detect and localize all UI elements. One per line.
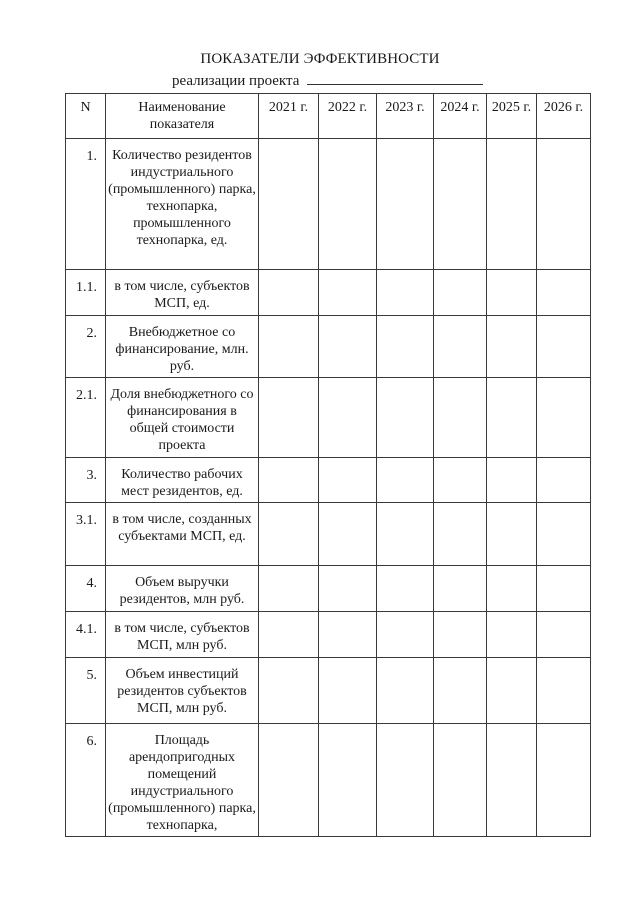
- value-cell[interactable]: [434, 724, 487, 837]
- value-cell[interactable]: [537, 503, 591, 566]
- header-name: Наименование показателя: [106, 94, 259, 139]
- header-year-2021: 2021 г.: [259, 94, 319, 139]
- row-number: 1.: [66, 139, 106, 270]
- value-cell[interactable]: [377, 270, 434, 316]
- value-cell[interactable]: [434, 458, 487, 503]
- row-indicator-name: Внебюджетное со финансирование, млн. руб.: [106, 316, 259, 378]
- row-indicator-name: в том числе, созданных субъектами МСП, ед.: [106, 503, 259, 566]
- value-cell[interactable]: [259, 658, 319, 724]
- value-cell[interactable]: [487, 724, 537, 837]
- row-number: 6.: [66, 724, 106, 837]
- value-cell[interactable]: [259, 270, 319, 316]
- value-cell[interactable]: [319, 458, 377, 503]
- value-cell[interactable]: [487, 503, 537, 566]
- value-cell[interactable]: [377, 503, 434, 566]
- value-cell[interactable]: [434, 316, 487, 378]
- value-cell[interactable]: [319, 139, 377, 270]
- value-cell[interactable]: [319, 503, 377, 566]
- header-number: N: [66, 94, 106, 139]
- row-number: 3.1.: [66, 503, 106, 566]
- value-cell[interactable]: [377, 658, 434, 724]
- header-row: [66, 94, 591, 139]
- value-cell[interactable]: [487, 378, 537, 458]
- table-row: [66, 458, 591, 503]
- value-cell[interactable]: [319, 316, 377, 378]
- document-subtitle: [172, 70, 483, 90]
- table-row: [66, 378, 591, 458]
- value-cell[interactable]: [259, 612, 319, 658]
- value-cell[interactable]: [319, 566, 377, 612]
- value-cell[interactable]: [259, 378, 319, 458]
- table-row: [66, 139, 591, 270]
- value-cell[interactable]: [259, 316, 319, 378]
- subtitle-text: реализации проекта: [172, 73, 300, 89]
- value-cell[interactable]: [487, 139, 537, 270]
- value-cell[interactable]: [434, 378, 487, 458]
- value-cell[interactable]: [377, 139, 434, 270]
- value-cell[interactable]: [537, 658, 591, 724]
- header-year-2023: 2023 г.: [377, 94, 434, 139]
- value-cell[interactable]: [434, 270, 487, 316]
- value-cell[interactable]: [434, 658, 487, 724]
- value-cell[interactable]: [537, 612, 591, 658]
- value-cell[interactable]: [259, 458, 319, 503]
- value-cell[interactable]: [434, 612, 487, 658]
- value-cell[interactable]: [487, 612, 537, 658]
- row-number: 2.1.: [66, 378, 106, 458]
- row-number: 2.: [66, 316, 106, 378]
- value-cell[interactable]: [377, 612, 434, 658]
- value-cell[interactable]: [537, 566, 591, 612]
- value-cell[interactable]: [434, 566, 487, 612]
- row-indicator-name: в том числе, субъектов МСП, млн руб.: [106, 612, 259, 658]
- value-cell[interactable]: [487, 316, 537, 378]
- value-cell[interactable]: [377, 724, 434, 837]
- value-cell[interactable]: [319, 270, 377, 316]
- row-number: 4.1.: [66, 612, 106, 658]
- value-cell[interactable]: [259, 566, 319, 612]
- table-row: [66, 658, 591, 724]
- value-cell[interactable]: [434, 503, 487, 566]
- table-row: [66, 612, 591, 658]
- value-cell[interactable]: [487, 566, 537, 612]
- value-cell[interactable]: [319, 378, 377, 458]
- table-row: [66, 503, 591, 566]
- table-row: [66, 724, 591, 837]
- row-indicator-name: Объем выручки резидентов, млн руб.: [106, 566, 259, 612]
- value-cell[interactable]: [319, 612, 377, 658]
- header-year-2022: 2022 г.: [319, 94, 377, 139]
- project-name-blank-line: [307, 70, 483, 85]
- row-number: 4.: [66, 566, 106, 612]
- value-cell[interactable]: [537, 316, 591, 378]
- value-cell[interactable]: [434, 139, 487, 270]
- row-indicator-name: в том числе, субъектов МСП, ед.: [106, 270, 259, 316]
- value-cell[interactable]: [487, 458, 537, 503]
- header-year-2025: 2025 г.: [487, 94, 537, 139]
- row-number: 1.1.: [66, 270, 106, 316]
- value-cell[interactable]: [259, 503, 319, 566]
- value-cell[interactable]: [487, 658, 537, 724]
- value-cell[interactable]: [377, 316, 434, 378]
- row-indicator-name: Доля внебюджетного со финансирования в общей стоимости проекта: [106, 378, 259, 458]
- value-cell[interactable]: [537, 139, 591, 270]
- document-title: ПОКАЗАТЕЛИ ЭФФЕКТИВНОСТИ: [200, 51, 440, 67]
- row-indicator-name: Количество резидентов индустриального (промышленного) парка, технопарка, промышленного технопарка, ед.: [106, 139, 259, 270]
- value-cell[interactable]: [377, 458, 434, 503]
- value-cell[interactable]: [319, 724, 377, 837]
- value-cell[interactable]: [487, 270, 537, 316]
- row-number: 3.: [66, 458, 106, 503]
- value-cell[interactable]: [537, 458, 591, 503]
- row-indicator-name: Площадь арендопригодных помещений индустриального (промышленного) парка, технопарка,: [106, 724, 259, 837]
- value-cell[interactable]: [537, 270, 591, 316]
- value-cell[interactable]: [319, 658, 377, 724]
- table-row: [66, 270, 591, 316]
- row-number: 5.: [66, 658, 106, 724]
- value-cell[interactable]: [537, 378, 591, 458]
- value-cell[interactable]: [377, 566, 434, 612]
- row-indicator-name: Количество рабочих мест резидентов, ед.: [106, 458, 259, 503]
- row-indicator-name: Объем инвестиций резидентов субъектов МСП, млн руб.: [106, 658, 259, 724]
- table-row: [66, 566, 591, 612]
- header-year-2026: 2026 г.: [537, 94, 591, 139]
- value-cell[interactable]: [537, 724, 591, 837]
- table-row: [66, 316, 591, 378]
- value-cell[interactable]: [259, 724, 319, 837]
- value-cell[interactable]: [377, 378, 434, 458]
- indicators-table: [65, 93, 591, 837]
- header-year-2024: 2024 г.: [434, 94, 487, 139]
- value-cell[interactable]: [259, 139, 319, 270]
